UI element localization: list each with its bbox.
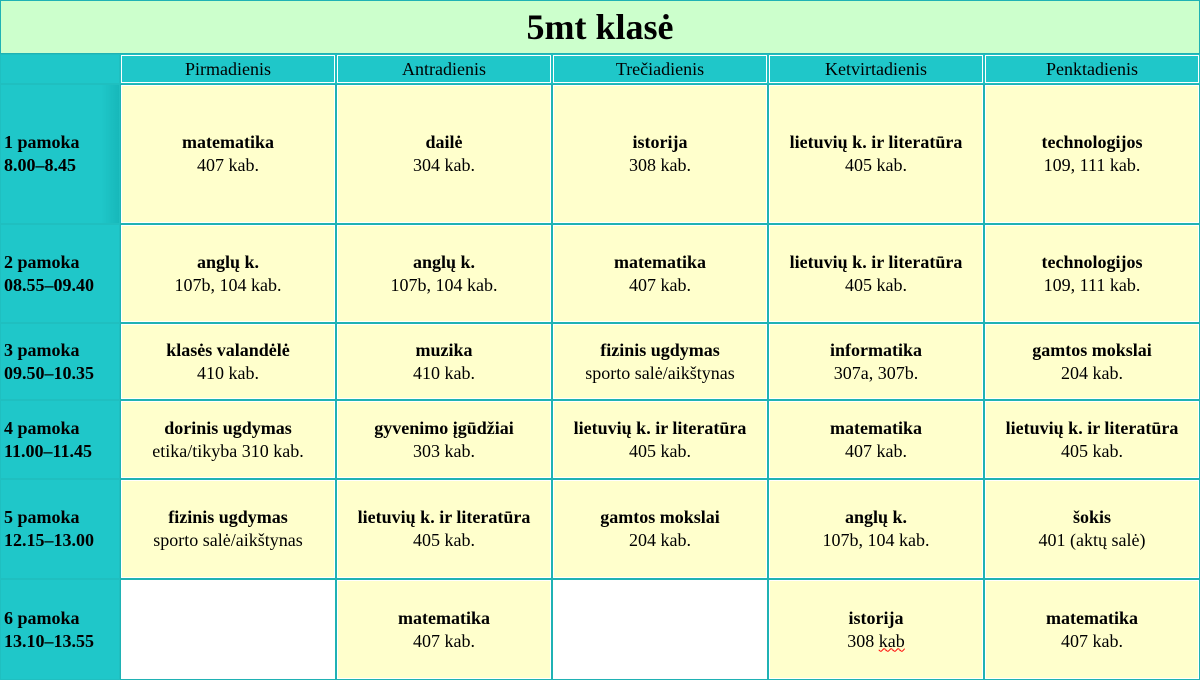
lesson-room: 407 kab.	[845, 440, 907, 461]
period-time: 12.15–13.00	[4, 530, 94, 550]
lesson-subject: matematika	[398, 607, 490, 628]
period-number: 1 pamoka	[4, 132, 80, 152]
lesson-room: 303 kab.	[413, 440, 475, 461]
lesson-subject: matematika	[1046, 607, 1138, 628]
day-header-label: Pirmadienis	[185, 58, 271, 79]
header-corner	[1, 55, 119, 83]
lesson-room: 410 kab.	[197, 362, 259, 383]
lesson-cell	[553, 324, 767, 399]
lesson-room: 405 kab.	[413, 530, 475, 550]
lesson-subject: fizinis ugdymas	[600, 339, 720, 360]
lesson-subject: technologijos	[1041, 251, 1143, 272]
lesson-subject: lietuvių k. ir literatūra	[573, 417, 747, 438]
day-header-1	[121, 55, 335, 83]
lesson-cell	[553, 580, 767, 679]
day-header-label: Trečiadienis	[615, 58, 705, 79]
day-header-5	[985, 55, 1199, 83]
lesson-room: sporto salė/aikštynas	[153, 530, 303, 550]
lesson-cell	[337, 324, 551, 399]
period-time: 08.55–09.40	[4, 274, 94, 295]
lesson-subject: dorinis ugdymas	[164, 417, 292, 438]
lesson-room: 401 (aktų salė)	[1038, 530, 1146, 550]
lesson-subject: lietuvių k. ir literatūra	[357, 507, 531, 527]
page-title: 5mt klasė	[0, 0, 1200, 54]
lesson-cell	[985, 580, 1199, 679]
lesson-room: 405 kab.	[845, 155, 907, 175]
lesson-subject: lietuvių k. ir literatūra	[1005, 417, 1179, 438]
lesson-cell	[553, 225, 767, 322]
lesson-room: 407 kab.	[413, 630, 475, 651]
period-label-3	[1, 324, 119, 399]
lesson-room: 304 kab.	[413, 155, 475, 175]
lesson-cell	[337, 401, 551, 478]
lesson-cell	[121, 324, 335, 399]
lesson-room: 410 kab.	[413, 362, 475, 383]
period-label-2	[1, 225, 119, 322]
lesson-cell	[553, 401, 767, 478]
lesson-subject: matematika	[830, 417, 922, 438]
lesson-room: 405 kab.	[845, 274, 907, 295]
period-number: 6 pamoka	[4, 607, 80, 628]
lesson-subject: anglų k.	[412, 251, 476, 272]
lesson-subject: dailė	[425, 132, 463, 152]
lesson-subject: technologijos	[1041, 132, 1143, 152]
lesson-room: 107b, 104 kab.	[174, 274, 282, 295]
lesson-cell	[337, 85, 551, 223]
lesson-cell	[769, 401, 983, 478]
lesson-subject: gamtos mokslai	[1032, 339, 1152, 360]
lesson-subject: informatika	[830, 339, 922, 360]
lesson-subject: šokis	[1072, 507, 1112, 527]
lesson-room: 107b, 104 kab.	[390, 274, 498, 295]
lesson-subject: lietuvių k. ir literatūra	[789, 132, 963, 152]
lesson-subject: gyvenimo įgūdžiai	[374, 417, 514, 438]
period-number: 3 pamoka	[4, 339, 80, 360]
period-time: 13.10–13.55	[4, 630, 94, 651]
lesson-subject: lietuvių k. ir literatūra	[789, 251, 963, 272]
period-label-4	[1, 401, 119, 478]
period-number: 4 pamoka	[4, 417, 80, 438]
day-header-4	[769, 55, 983, 83]
lesson-subject: gamtos mokslai	[600, 507, 720, 527]
lesson-subject: anglų k.	[844, 507, 908, 527]
lesson-room: 407 kab.	[629, 274, 691, 295]
lesson-cell	[337, 580, 551, 679]
lesson-room: 107b, 104 kab.	[822, 530, 930, 550]
lesson-cell	[985, 225, 1199, 322]
day-header-2	[337, 55, 551, 83]
day-header-label: Penktadienis	[1046, 58, 1138, 79]
lesson-room: 307a, 307b.	[833, 362, 919, 383]
lesson-subject: matematika	[614, 251, 706, 272]
lesson-cell	[121, 480, 335, 578]
lesson-subject: matematika	[182, 132, 274, 152]
day-header-3	[553, 55, 767, 83]
lesson-cell	[985, 324, 1199, 399]
period-label-1	[1, 85, 119, 223]
lesson-cell	[121, 580, 335, 679]
lesson-room: 109, 111 kab.	[1043, 274, 1141, 295]
lesson-cell	[769, 225, 983, 322]
lesson-cell	[121, 401, 335, 478]
lesson-room: 407 kab.	[1061, 630, 1123, 651]
lesson-room: 308 kab.	[629, 155, 691, 175]
lesson-cell	[769, 324, 983, 399]
lesson-subject: klasės valandėlė	[166, 339, 290, 360]
period-label-6	[1, 580, 119, 679]
lesson-room: 204 kab.	[629, 530, 691, 550]
period-number: 5 pamoka	[4, 507, 80, 527]
lesson-room: 405 kab.	[1061, 440, 1123, 461]
period-label-5	[1, 480, 119, 578]
lesson-cell	[769, 85, 983, 223]
lesson-room: 308 kab	[847, 630, 905, 651]
lesson-subject: istorija	[848, 607, 904, 628]
lesson-cell	[553, 85, 767, 223]
lesson-cell	[769, 580, 983, 679]
lesson-cell	[985, 480, 1199, 578]
lesson-subject: fizinis ugdymas	[168, 507, 288, 527]
lesson-cell	[337, 480, 551, 578]
period-time: 11.00–11.45	[4, 440, 93, 461]
lesson-cell	[985, 85, 1199, 223]
lesson-cell	[121, 85, 335, 223]
lesson-subject: muzika	[415, 339, 473, 360]
lesson-room: 109, 111 kab.	[1043, 155, 1141, 175]
lesson-subject: anglų k.	[196, 251, 260, 272]
lesson-room: 407 kab.	[197, 155, 259, 175]
period-time: 8.00–8.45	[4, 155, 76, 175]
period-time: 09.50–10.35	[4, 362, 94, 383]
period-number: 2 pamoka	[4, 251, 80, 272]
lesson-room: etika/tikyba 310 kab.	[152, 440, 304, 461]
lesson-cell	[985, 401, 1199, 478]
lesson-room: sporto salė/aikštynas	[585, 362, 735, 383]
lesson-subject: istorija	[632, 132, 688, 152]
lesson-cell	[769, 480, 983, 578]
day-header-label: Ketvirtadienis	[825, 58, 927, 79]
lesson-room: 405 kab.	[629, 440, 691, 461]
lesson-room: 204 kab.	[1061, 362, 1123, 383]
day-header-label: Antradienis	[402, 58, 486, 79]
lesson-cell	[553, 480, 767, 578]
lesson-cell	[337, 225, 551, 322]
lesson-cell	[121, 225, 335, 322]
